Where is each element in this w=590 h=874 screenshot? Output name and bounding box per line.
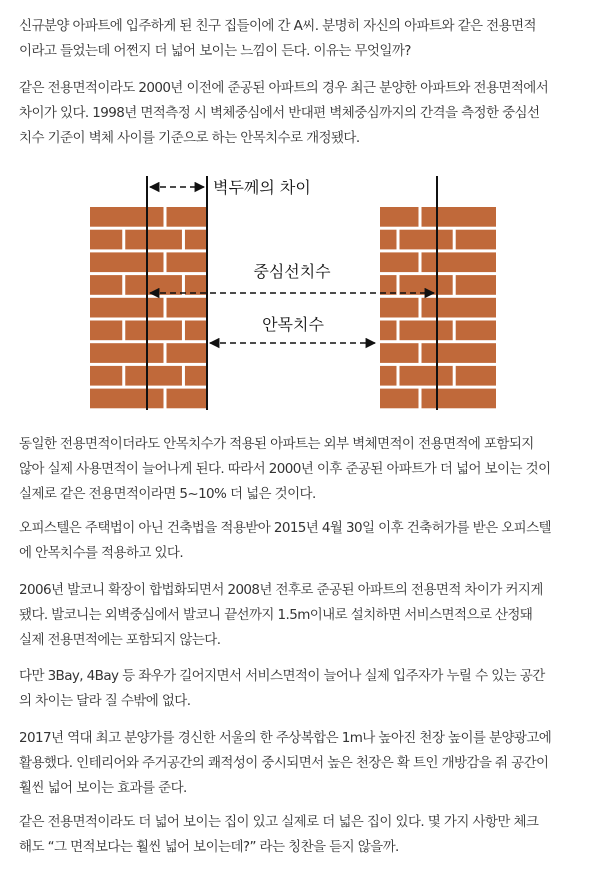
- brick: [422, 207, 497, 227]
- brick: [400, 321, 453, 341]
- brick: [167, 343, 207, 363]
- brick: [90, 252, 164, 272]
- brick: [400, 275, 453, 295]
- text-line: 신규분양 아파트에 입주하게 된 친구 집들이에 간 A씨. 분명히 자신의 아파트와 같은 전용면적: [19, 18, 536, 34]
- brick: [167, 207, 207, 227]
- brick: [185, 275, 206, 295]
- text-line: 실제로 같은 전용면적이라면 5~10% 더 넓은 것이다.: [19, 486, 316, 502]
- brick: [400, 230, 453, 250]
- brick: [125, 321, 182, 341]
- paragraph-8: [19, 810, 579, 860]
- brick: [380, 275, 397, 295]
- text-line: 활용했다. 인테리어와 주거공간의 쾌적성이 중시되면서 높은 천장은 확 트인 개방감을 줘 공간이: [19, 755, 549, 771]
- text-line: 같은 전용면적이라도 2000년 이전에 준공된 아파트의 경우 최근 분양한 아파트와 전용면적에서: [19, 80, 549, 96]
- brick: [90, 298, 164, 318]
- text-line: 다만 3Bay, 4Bay 등 좌우가 길어지면서 서비스면적이 늘어나 실제 입주자가 누릴 수 있는 공간: [19, 668, 545, 684]
- brick: [380, 252, 419, 272]
- brick: [185, 366, 206, 386]
- brick: [456, 366, 496, 386]
- paragraph-2: [19, 76, 579, 151]
- brick: [422, 298, 497, 318]
- brick: [90, 275, 122, 295]
- text-line: 같은 전용면적이라도 더 넓어 보이는 집이 있고 실제로 더 넓은 집이 있다. 몇 가지 사항만 체크: [19, 814, 539, 830]
- brick: [456, 230, 496, 250]
- brick: [90, 207, 164, 227]
- brick: [167, 389, 207, 409]
- paragraph-4: [19, 516, 579, 566]
- brick: [167, 298, 207, 318]
- wall-thickness-diff-label: 벽두께의 차이: [213, 178, 311, 197]
- text-line: 동일한 전용면적이더라도 안목치수가 적용된 아파트는 외부 벽체면적이 전용면적에 포함되지: [19, 436, 534, 452]
- text-line: 의 차이는 달라 질 수밖에 없다.: [19, 693, 191, 709]
- text-line: 치수 기준이 벽체 사이를 기준으로 하는 안목치수로 개정됐다.: [19, 130, 360, 146]
- brick: [456, 275, 496, 295]
- text-line: 해도 “그 면적보다는 훨씬 넓어 보이는데?” 라는 칭찬을 듣지 않을까.: [19, 839, 399, 855]
- paragraph-5: [19, 578, 579, 653]
- brick: [380, 321, 397, 341]
- center-line-label: 중심선치수: [253, 262, 331, 281]
- paragraph-3: [19, 432, 579, 507]
- inner-dimension-label: 안목치수: [262, 315, 324, 334]
- brick: [125, 230, 182, 250]
- paragraph-6: [19, 664, 579, 714]
- paragraph-1: [19, 14, 579, 64]
- text-line: 2017년 역대 최고 분양가를 경신한 서울의 한 주상복합은 1m나 높아진 천장 높이를 분양광고에: [19, 730, 552, 746]
- brick: [422, 252, 497, 272]
- brick: [380, 366, 397, 386]
- brick: [456, 321, 496, 341]
- brick: [90, 343, 164, 363]
- brick: [380, 343, 419, 363]
- brick: [422, 343, 497, 363]
- brick: [90, 321, 122, 341]
- text-line: 오피스텔은 주택법이 아닌 건축법을 적용받아 2015년 4월 30일 이후 건축허가를 받은 오피스텔: [19, 520, 551, 536]
- wall-dimension-diagram: [0, 168, 590, 428]
- brick: [422, 389, 497, 409]
- brick: [90, 366, 122, 386]
- brick: [185, 230, 206, 250]
- brick: [90, 230, 122, 250]
- text-line: 이라고 들었는데 어쩐지 더 넓어 보이는 느낌이 든다. 이유는 무엇일까?: [19, 43, 411, 59]
- text-line: 실제 전용면적에는 포함되지 않는다.: [19, 632, 221, 648]
- text-line: 않아 실제 사용면적이 늘어나게 된다. 따라서 2000년 이후 준공된 아파트가 더 넓어 보이는 것이: [19, 461, 551, 477]
- brick: [167, 252, 207, 272]
- brick: [125, 275, 182, 295]
- brick: [125, 366, 182, 386]
- brick: [380, 298, 419, 318]
- paragraph-7: [19, 726, 579, 801]
- brick: [380, 207, 419, 227]
- text-line: 에 안목치수를 적용하고 있다.: [19, 545, 184, 561]
- text-line: 훨씬 넓어 보이는 효과를 준다.: [19, 780, 187, 796]
- text-line: 차이가 있다. 1998년 면적측정 시 벽체중심에서 반대편 벽체중심까지의 간격을 측정한 중심선: [19, 105, 540, 121]
- brick: [380, 389, 419, 409]
- brick: [185, 321, 206, 341]
- text-line: 됐다. 발코니는 외벽중심에서 발코니 끝선까지 1.5m이내로 설치하면 서비스면적으로 산정돼: [19, 607, 533, 623]
- brick: [400, 366, 453, 386]
- text-line: 2006년 발코니 확장이 합법화되면서 2008년 전후로 준공된 아파트의 전용면적 차이가 커지게: [19, 582, 543, 598]
- brick: [90, 389, 164, 409]
- brick: [380, 230, 397, 250]
